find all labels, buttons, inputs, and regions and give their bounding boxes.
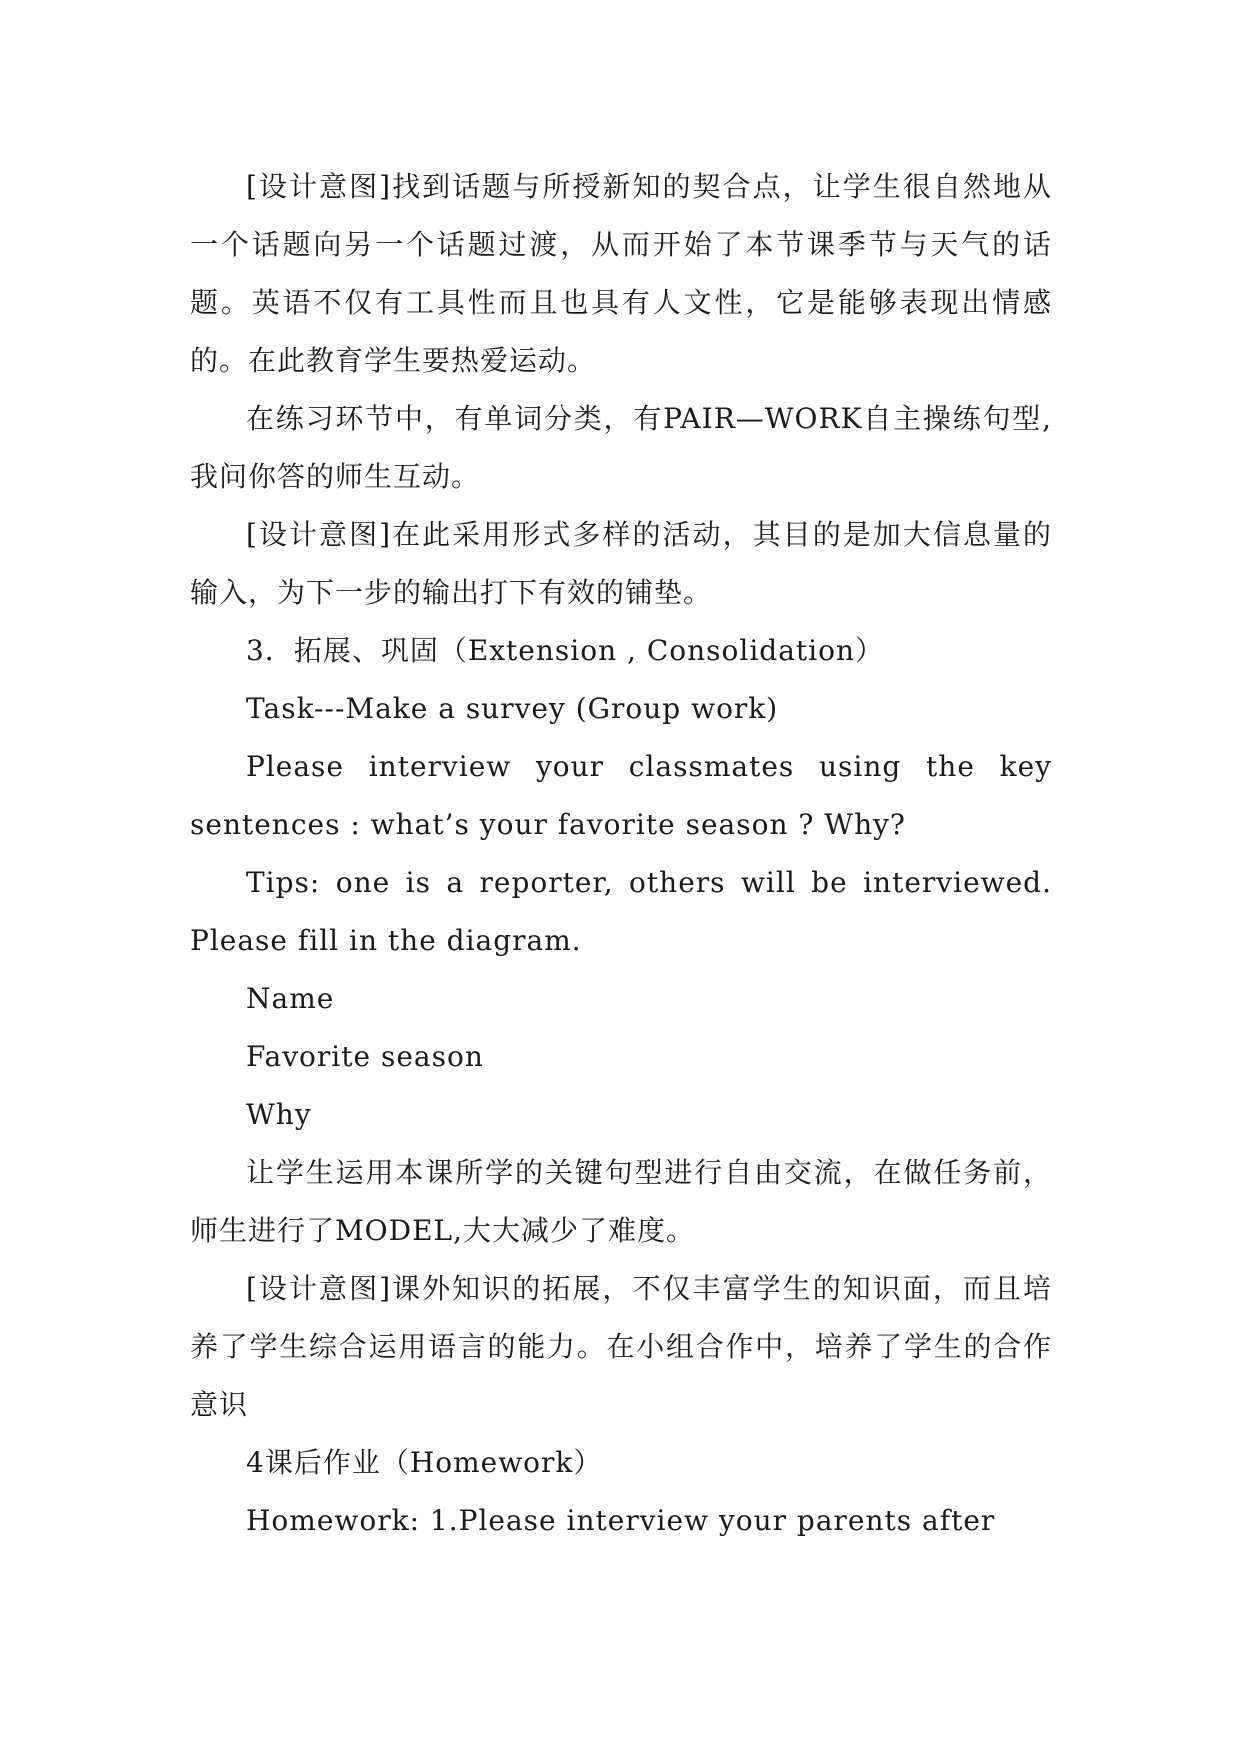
paragraph-task: Task---Make a survey (Group work)	[246, 692, 779, 725]
paragraph-design-intent-1: [设计意图]找到话题与所授新知的契合点，让学生很自然地从一个话题向另一个话题过渡，从而开始了本节课季节与天气的话题。英语不仅有工具性而且也具有人文性，它是能够表现出情感的。在此教育学生要热爱运动。	[190, 170, 1052, 377]
document-page	[190, 158, 1052, 1550]
section-heading-extension: 3．拓展、巩固（Extension , Consolidation）	[246, 634, 884, 667]
section-heading-homework: 4课后作业（Homework）	[246, 1446, 603, 1479]
paragraph-homework: Homework: 1.Please interview your parents after	[246, 1504, 996, 1537]
paragraph-interview-instruction: Please interview your classmates using the key sentences : what’s your favorite season ? Why?	[190, 750, 1052, 841]
diagram-label-name: Name	[246, 982, 335, 1015]
paragraph-design-intent-3: [设计意图]课外知识的拓展，不仅丰富学生的知识面，而且培养了学生综合运用语言的能力。在小组合作中，培养了学生的合作意识	[190, 1272, 1052, 1421]
paragraph-practice-stage: 在练习环节中，有单词分类，有PAIR—WORK自主操练句型,我问你答的师生互动。	[190, 402, 1052, 493]
paragraph-free-communication: 让学生运用本课所学的关键句型进行自由交流，在做任务前，师生进行了MODEL,大大减少了难度。	[190, 1156, 1052, 1247]
paragraph-design-intent-2: [设计意图]在此采用形式多样的活动，其目的是加大信息量的输入，为下一步的输出打下有效的铺垫。	[190, 518, 1052, 609]
diagram-label-why: Why	[246, 1098, 312, 1131]
paragraph-tips: Tips: one is a reporter, others will be interviewed. Please fill in the diagram.	[190, 866, 1052, 957]
diagram-label-favorite-season: Favorite season	[246, 1040, 484, 1073]
